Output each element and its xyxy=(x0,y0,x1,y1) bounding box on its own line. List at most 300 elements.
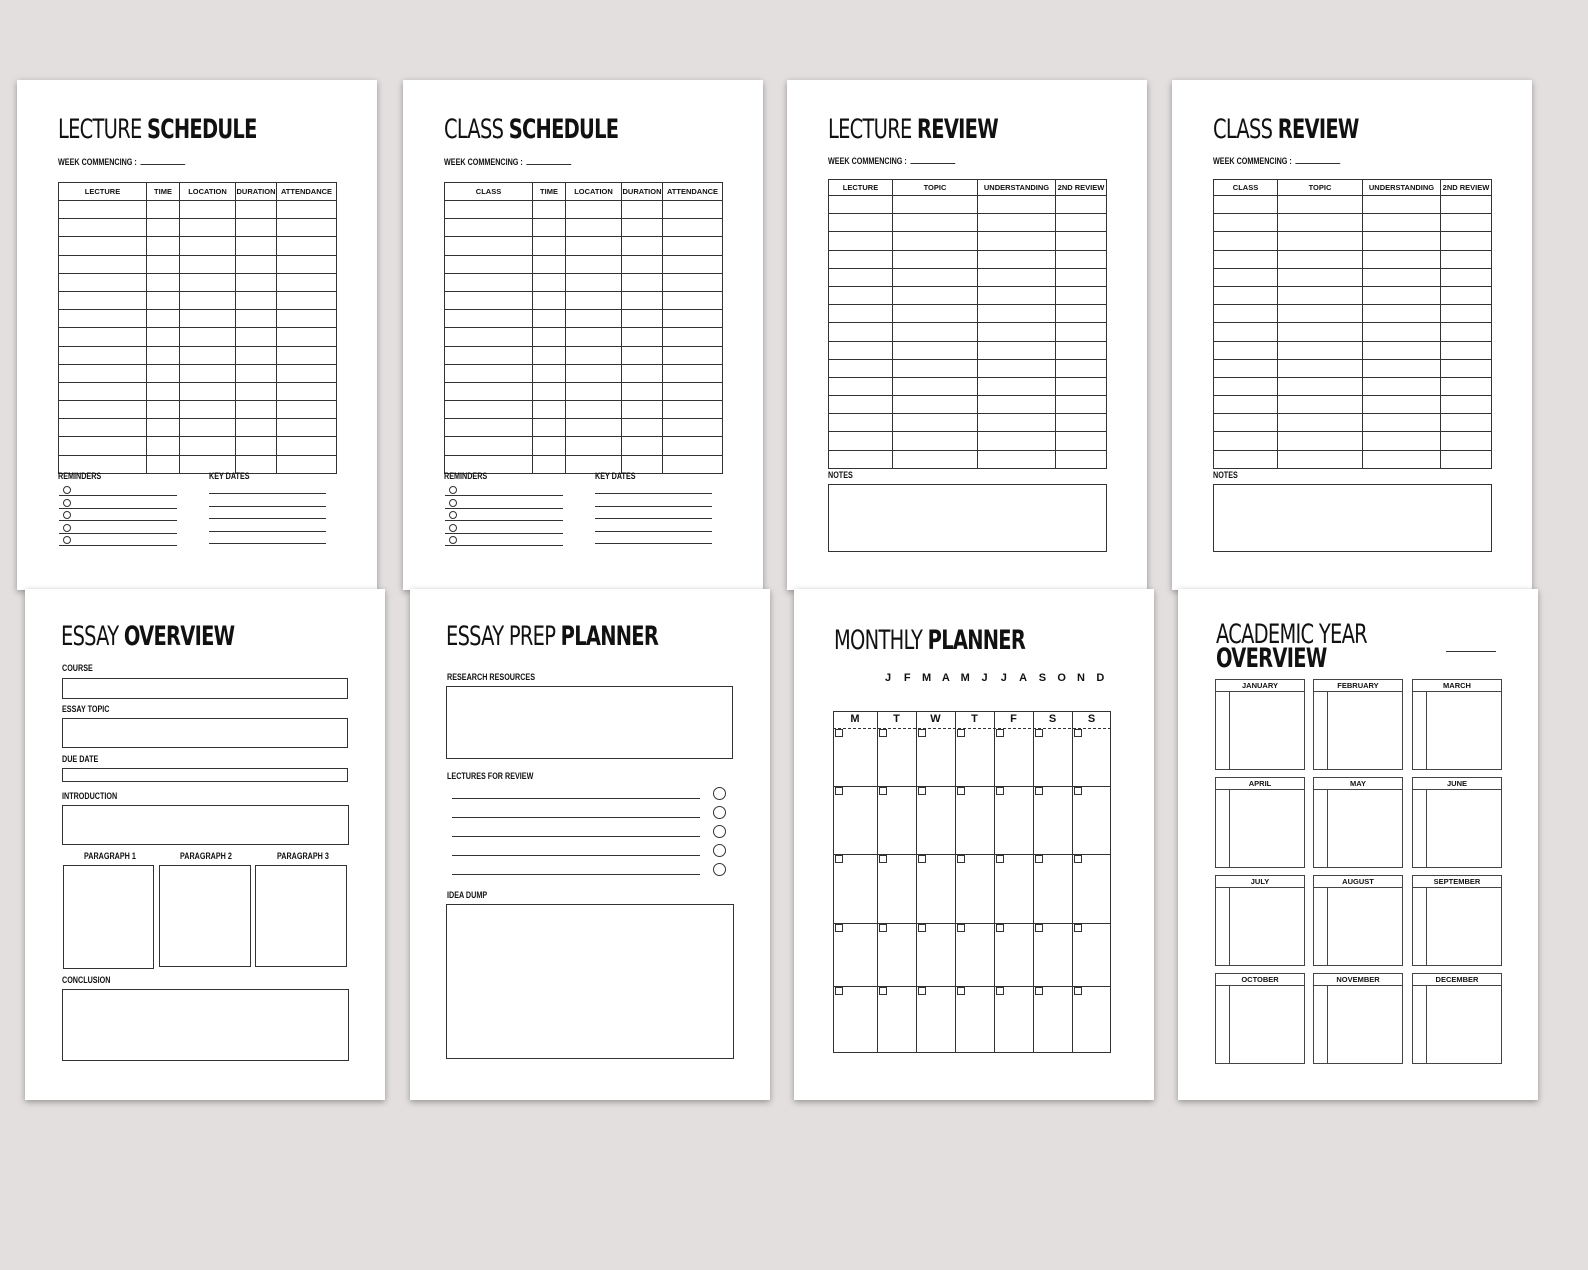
table-cell[interactable] xyxy=(236,364,277,382)
table-cell[interactable] xyxy=(1441,341,1492,359)
table-cell[interactable] xyxy=(622,291,663,309)
table-cell[interactable] xyxy=(445,255,533,273)
table-cell[interactable] xyxy=(1056,377,1107,395)
paragraph2-field[interactable] xyxy=(159,865,251,967)
checkbox-circle-icon[interactable] xyxy=(449,524,457,532)
table-cell[interactable] xyxy=(1214,214,1278,232)
table-cell[interactable] xyxy=(180,291,236,309)
table-cell[interactable] xyxy=(1441,450,1492,468)
table-cell[interactable] xyxy=(893,196,978,214)
table-cell[interactable] xyxy=(978,341,1056,359)
table-cell[interactable] xyxy=(622,219,663,237)
table-cell[interactable] xyxy=(445,219,533,237)
table-cell[interactable] xyxy=(1214,232,1278,250)
month-letter[interactable]: A xyxy=(941,672,950,684)
table-cell[interactable] xyxy=(236,201,277,219)
day-checkbox[interactable] xyxy=(879,729,887,737)
table-cell[interactable] xyxy=(978,432,1056,450)
table-cell[interactable] xyxy=(663,310,723,328)
day-checkbox[interactable] xyxy=(996,787,1004,795)
table-cell[interactable] xyxy=(1278,450,1363,468)
checkbox-circle-icon[interactable] xyxy=(63,511,71,519)
table-cell[interactable] xyxy=(1441,305,1492,323)
table-cell[interactable] xyxy=(622,273,663,291)
day-checkbox[interactable] xyxy=(996,987,1004,995)
table-cell[interactable] xyxy=(1363,450,1441,468)
table-cell[interactable] xyxy=(1363,323,1441,341)
table-cell[interactable] xyxy=(978,305,1056,323)
table-cell[interactable] xyxy=(533,291,566,309)
day-checkbox[interactable] xyxy=(879,787,887,795)
table-cell[interactable] xyxy=(622,419,663,437)
table-cell[interactable] xyxy=(1363,305,1441,323)
day-checkbox[interactable] xyxy=(835,729,843,737)
table-cell[interactable] xyxy=(1056,268,1107,286)
table-cell[interactable] xyxy=(566,201,622,219)
month-letter[interactable]: M xyxy=(960,672,970,684)
table-cell[interactable] xyxy=(445,201,533,219)
table-cell[interactable] xyxy=(277,201,337,219)
day-checkbox[interactable] xyxy=(1035,855,1043,863)
table-cell[interactable] xyxy=(277,455,337,473)
table-cell[interactable] xyxy=(1056,250,1107,268)
table-cell[interactable] xyxy=(1363,396,1441,414)
table-cell[interactable] xyxy=(1441,377,1492,395)
table-cell[interactable] xyxy=(277,401,337,419)
table-cell[interactable] xyxy=(978,323,1056,341)
table-cell[interactable] xyxy=(277,328,337,346)
table-cell[interactable] xyxy=(533,310,566,328)
checkbox-circle-icon[interactable] xyxy=(449,486,457,494)
table-cell[interactable] xyxy=(829,250,893,268)
table-cell[interactable] xyxy=(1056,341,1107,359)
month-box[interactable] xyxy=(1215,973,1305,1064)
table-cell[interactable] xyxy=(533,437,566,455)
table-cell[interactable] xyxy=(978,414,1056,432)
table-cell[interactable] xyxy=(893,450,978,468)
table-cell[interactable] xyxy=(1056,359,1107,377)
table-cell[interactable] xyxy=(147,237,180,255)
day-checkbox[interactable] xyxy=(835,987,843,995)
day-checkbox[interactable] xyxy=(957,855,965,863)
table-cell[interactable] xyxy=(978,396,1056,414)
table-cell[interactable] xyxy=(180,346,236,364)
table-cell[interactable] xyxy=(1441,196,1492,214)
table-cell[interactable] xyxy=(622,328,663,346)
table-cell[interactable] xyxy=(533,255,566,273)
table-cell[interactable] xyxy=(829,323,893,341)
table-cell[interactable] xyxy=(566,382,622,400)
table-cell[interactable] xyxy=(1278,232,1363,250)
table-cell[interactable] xyxy=(829,286,893,304)
table-cell[interactable] xyxy=(236,328,277,346)
table-cell[interactable] xyxy=(622,237,663,255)
table-cell[interactable] xyxy=(829,377,893,395)
table-cell[interactable] xyxy=(1214,414,1278,432)
day-checkbox[interactable] xyxy=(996,855,1004,863)
table-cell[interactable] xyxy=(1363,196,1441,214)
table-cell[interactable] xyxy=(277,291,337,309)
essay-topic-field[interactable] xyxy=(62,718,348,748)
table-cell[interactable] xyxy=(1056,286,1107,304)
table-cell[interactable] xyxy=(663,401,723,419)
table-cell[interactable] xyxy=(1278,250,1363,268)
table-cell[interactable] xyxy=(829,268,893,286)
day-checkbox[interactable] xyxy=(835,924,843,932)
table-cell[interactable] xyxy=(1214,323,1278,341)
table-cell[interactable] xyxy=(978,196,1056,214)
table-cell[interactable] xyxy=(147,382,180,400)
month-box[interactable] xyxy=(1313,875,1403,966)
table-cell[interactable] xyxy=(1278,359,1363,377)
table-cell[interactable] xyxy=(1441,214,1492,232)
month-box[interactable] xyxy=(1412,777,1502,868)
table-cell[interactable] xyxy=(59,382,147,400)
table-cell[interactable] xyxy=(1363,286,1441,304)
table-cell[interactable] xyxy=(533,401,566,419)
table-cell[interactable] xyxy=(566,273,622,291)
table-cell[interactable] xyxy=(147,255,180,273)
table-cell[interactable] xyxy=(1278,377,1363,395)
table-cell[interactable] xyxy=(1363,341,1441,359)
table-cell[interactable] xyxy=(236,310,277,328)
idea-dump-field[interactable] xyxy=(446,904,734,1059)
table-cell[interactable] xyxy=(893,359,978,377)
day-checkbox[interactable] xyxy=(1074,787,1082,795)
paragraph1-field[interactable] xyxy=(63,865,154,969)
table-cell[interactable] xyxy=(829,414,893,432)
table-cell[interactable] xyxy=(277,273,337,291)
day-checkbox[interactable] xyxy=(1035,729,1043,737)
table-cell[interactable] xyxy=(1056,232,1107,250)
table-cell[interactable] xyxy=(236,291,277,309)
table-cell[interactable] xyxy=(1363,414,1441,432)
table-cell[interactable] xyxy=(445,437,533,455)
table-cell[interactable] xyxy=(445,291,533,309)
conclusion-field[interactable] xyxy=(62,989,349,1061)
table-cell[interactable] xyxy=(566,346,622,364)
month-letter[interactable]: D xyxy=(1096,672,1105,684)
checkbox-circle-icon[interactable] xyxy=(713,825,726,838)
paragraph3-field[interactable] xyxy=(255,865,347,967)
table-cell[interactable] xyxy=(1214,286,1278,304)
day-checkbox[interactable] xyxy=(918,924,926,932)
table-cell[interactable] xyxy=(147,201,180,219)
table-cell[interactable] xyxy=(445,419,533,437)
month-box[interactable] xyxy=(1215,875,1305,966)
month-letter[interactable]: J xyxy=(884,672,892,684)
checkbox-circle-icon[interactable] xyxy=(713,806,726,819)
table-cell[interactable] xyxy=(445,364,533,382)
table-cell[interactable] xyxy=(893,377,978,395)
table-cell[interactable] xyxy=(1441,432,1492,450)
day-checkbox[interactable] xyxy=(1035,924,1043,932)
table-cell[interactable] xyxy=(1214,341,1278,359)
table-cell[interactable] xyxy=(236,401,277,419)
table-cell[interactable] xyxy=(1278,268,1363,286)
table-cell[interactable] xyxy=(663,364,723,382)
table-cell[interactable] xyxy=(978,268,1056,286)
table-cell[interactable] xyxy=(1214,305,1278,323)
table-cell[interactable] xyxy=(893,286,978,304)
month-letter[interactable]: O xyxy=(1057,672,1066,684)
table-cell[interactable] xyxy=(180,437,236,455)
table-cell[interactable] xyxy=(1214,377,1278,395)
table-cell[interactable] xyxy=(1441,323,1492,341)
day-checkbox[interactable] xyxy=(879,987,887,995)
table-cell[interactable] xyxy=(533,364,566,382)
table-cell[interactable] xyxy=(1056,323,1107,341)
table-cell[interactable] xyxy=(978,286,1056,304)
table-cell[interactable] xyxy=(1441,286,1492,304)
notes-box[interactable] xyxy=(1213,484,1492,552)
checkbox-circle-icon[interactable] xyxy=(63,486,71,494)
table-cell[interactable] xyxy=(236,237,277,255)
table-cell[interactable] xyxy=(893,214,978,232)
table-cell[interactable] xyxy=(1441,268,1492,286)
table-cell[interactable] xyxy=(1278,196,1363,214)
table-cell[interactable] xyxy=(1363,232,1441,250)
table-cell[interactable] xyxy=(663,437,723,455)
table-cell[interactable] xyxy=(1214,250,1278,268)
table-cell[interactable] xyxy=(1363,432,1441,450)
month-box[interactable] xyxy=(1215,777,1305,868)
day-checkbox[interactable] xyxy=(957,729,965,737)
table-cell[interactable] xyxy=(566,328,622,346)
checkbox-circle-icon[interactable] xyxy=(449,499,457,507)
table-cell[interactable] xyxy=(533,219,566,237)
table-cell[interactable] xyxy=(59,273,147,291)
table-cell[interactable] xyxy=(566,437,622,455)
month-letter[interactable]: N xyxy=(1077,672,1085,684)
table-cell[interactable] xyxy=(978,250,1056,268)
table-cell[interactable] xyxy=(893,232,978,250)
table-cell[interactable] xyxy=(1278,323,1363,341)
checkbox-circle-icon[interactable] xyxy=(713,863,726,876)
table-cell[interactable] xyxy=(277,237,337,255)
table-cell[interactable] xyxy=(236,346,277,364)
table-cell[interactable] xyxy=(1056,414,1107,432)
checkbox-circle-icon[interactable] xyxy=(713,844,726,857)
table-cell[interactable] xyxy=(180,401,236,419)
table-cell[interactable] xyxy=(147,401,180,419)
checkbox-circle-icon[interactable] xyxy=(713,787,726,800)
table-cell[interactable] xyxy=(147,273,180,291)
day-checkbox[interactable] xyxy=(957,924,965,932)
table-cell[interactable] xyxy=(1278,341,1363,359)
table-cell[interactable] xyxy=(893,396,978,414)
table-cell[interactable] xyxy=(622,346,663,364)
day-checkbox[interactable] xyxy=(1074,855,1082,863)
table-cell[interactable] xyxy=(445,237,533,255)
table-cell[interactable] xyxy=(180,255,236,273)
month-letter[interactable]: A xyxy=(1019,672,1028,684)
table-cell[interactable] xyxy=(829,214,893,232)
table-cell[interactable] xyxy=(663,419,723,437)
table-cell[interactable] xyxy=(1363,359,1441,377)
table-cell[interactable] xyxy=(236,382,277,400)
table-cell[interactable] xyxy=(1056,432,1107,450)
day-checkbox[interactable] xyxy=(835,855,843,863)
table-cell[interactable] xyxy=(533,237,566,255)
month-letter[interactable]: M xyxy=(922,672,932,684)
table-cell[interactable] xyxy=(59,419,147,437)
table-cell[interactable] xyxy=(59,346,147,364)
table-cell[interactable] xyxy=(59,401,147,419)
table-cell[interactable] xyxy=(663,273,723,291)
table-cell[interactable] xyxy=(1214,359,1278,377)
table-cell[interactable] xyxy=(1278,414,1363,432)
table-cell[interactable] xyxy=(829,450,893,468)
table-cell[interactable] xyxy=(180,382,236,400)
table-cell[interactable] xyxy=(893,323,978,341)
checkbox-circle-icon[interactable] xyxy=(63,499,71,507)
table-cell[interactable] xyxy=(663,346,723,364)
table-cell[interactable] xyxy=(663,328,723,346)
table-cell[interactable] xyxy=(622,201,663,219)
month-letter[interactable]: J xyxy=(1000,672,1007,684)
table-cell[interactable] xyxy=(147,310,180,328)
table-cell[interactable] xyxy=(533,455,566,473)
table-cell[interactable] xyxy=(1441,250,1492,268)
table-cell[interactable] xyxy=(663,255,723,273)
table-cell[interactable] xyxy=(1214,396,1278,414)
table-cell[interactable] xyxy=(147,291,180,309)
table-cell[interactable] xyxy=(893,414,978,432)
table-cell[interactable] xyxy=(978,359,1056,377)
day-checkbox[interactable] xyxy=(996,729,1004,737)
table-cell[interactable] xyxy=(180,273,236,291)
table-cell[interactable] xyxy=(147,219,180,237)
table-cell[interactable] xyxy=(533,346,566,364)
table-cell[interactable] xyxy=(147,364,180,382)
table-cell[interactable] xyxy=(236,419,277,437)
month-letter[interactable]: F xyxy=(903,672,911,684)
day-checkbox[interactable] xyxy=(879,924,887,932)
table-cell[interactable] xyxy=(59,237,147,255)
day-checkbox[interactable] xyxy=(918,787,926,795)
table-cell[interactable] xyxy=(978,377,1056,395)
table-cell[interactable] xyxy=(1214,196,1278,214)
table-cell[interactable] xyxy=(236,255,277,273)
table-cell[interactable] xyxy=(1441,359,1492,377)
checkbox-circle-icon[interactable] xyxy=(63,524,71,532)
course-field[interactable] xyxy=(62,678,348,699)
table-cell[interactable] xyxy=(236,273,277,291)
table-cell[interactable] xyxy=(566,255,622,273)
day-checkbox[interactable] xyxy=(1074,729,1082,737)
table-cell[interactable] xyxy=(277,419,337,437)
table-cell[interactable] xyxy=(180,237,236,255)
table-cell[interactable] xyxy=(663,291,723,309)
table-cell[interactable] xyxy=(829,341,893,359)
day-checkbox[interactable] xyxy=(996,924,1004,932)
checkbox-circle-icon[interactable] xyxy=(449,511,457,519)
table-cell[interactable] xyxy=(566,401,622,419)
introduction-field[interactable] xyxy=(62,805,349,845)
table-cell[interactable] xyxy=(445,273,533,291)
table-cell[interactable] xyxy=(1056,214,1107,232)
table-cell[interactable] xyxy=(533,328,566,346)
table-cell[interactable] xyxy=(1363,268,1441,286)
table-cell[interactable] xyxy=(445,310,533,328)
table-cell[interactable] xyxy=(533,273,566,291)
table-cell[interactable] xyxy=(1441,232,1492,250)
day-checkbox[interactable] xyxy=(1074,987,1082,995)
table-cell[interactable] xyxy=(236,219,277,237)
table-cell[interactable] xyxy=(180,328,236,346)
table-cell[interactable] xyxy=(59,437,147,455)
table-cell[interactable] xyxy=(147,455,180,473)
table-cell[interactable] xyxy=(1214,432,1278,450)
table-cell[interactable] xyxy=(566,291,622,309)
table-cell[interactable] xyxy=(277,346,337,364)
table-cell[interactable] xyxy=(236,437,277,455)
table-cell[interactable] xyxy=(59,328,147,346)
table-cell[interactable] xyxy=(277,382,337,400)
table-cell[interactable] xyxy=(663,382,723,400)
table-cell[interactable] xyxy=(277,364,337,382)
table-cell[interactable] xyxy=(622,255,663,273)
table-cell[interactable] xyxy=(829,432,893,450)
table-cell[interactable] xyxy=(622,401,663,419)
table-cell[interactable] xyxy=(1214,268,1278,286)
table-cell[interactable] xyxy=(1056,305,1107,323)
checkbox-circle-icon[interactable] xyxy=(449,536,457,544)
table-cell[interactable] xyxy=(566,310,622,328)
table-cell[interactable] xyxy=(829,359,893,377)
table-cell[interactable] xyxy=(59,219,147,237)
table-cell[interactable] xyxy=(147,437,180,455)
day-checkbox[interactable] xyxy=(1035,787,1043,795)
table-cell[interactable] xyxy=(1363,214,1441,232)
day-checkbox[interactable] xyxy=(918,855,926,863)
table-cell[interactable] xyxy=(978,232,1056,250)
month-box[interactable] xyxy=(1412,679,1502,770)
table-cell[interactable] xyxy=(277,310,337,328)
table-cell[interactable] xyxy=(566,419,622,437)
table-cell[interactable] xyxy=(180,219,236,237)
table-cell[interactable] xyxy=(893,268,978,286)
table-cell[interactable] xyxy=(566,364,622,382)
month-box[interactable] xyxy=(1313,679,1403,770)
table-cell[interactable] xyxy=(566,219,622,237)
table-cell[interactable] xyxy=(1056,196,1107,214)
table-cell[interactable] xyxy=(1278,305,1363,323)
table-cell[interactable] xyxy=(1278,214,1363,232)
month-box[interactable] xyxy=(1313,777,1403,868)
table-cell[interactable] xyxy=(180,201,236,219)
table-cell[interactable] xyxy=(663,201,723,219)
table-cell[interactable] xyxy=(533,201,566,219)
day-checkbox[interactable] xyxy=(918,987,926,995)
table-cell[interactable] xyxy=(59,201,147,219)
table-cell[interactable] xyxy=(59,255,147,273)
notes-box[interactable] xyxy=(828,484,1107,552)
day-checkbox[interactable] xyxy=(1035,987,1043,995)
table-cell[interactable] xyxy=(622,437,663,455)
day-checkbox[interactable] xyxy=(835,787,843,795)
table-cell[interactable] xyxy=(829,396,893,414)
table-cell[interactable] xyxy=(147,419,180,437)
table-cell[interactable] xyxy=(277,255,337,273)
table-cell[interactable] xyxy=(180,419,236,437)
day-checkbox[interactable] xyxy=(957,987,965,995)
table-cell[interactable] xyxy=(533,382,566,400)
table-cell[interactable] xyxy=(277,437,337,455)
table-cell[interactable] xyxy=(566,237,622,255)
table-cell[interactable] xyxy=(1056,396,1107,414)
